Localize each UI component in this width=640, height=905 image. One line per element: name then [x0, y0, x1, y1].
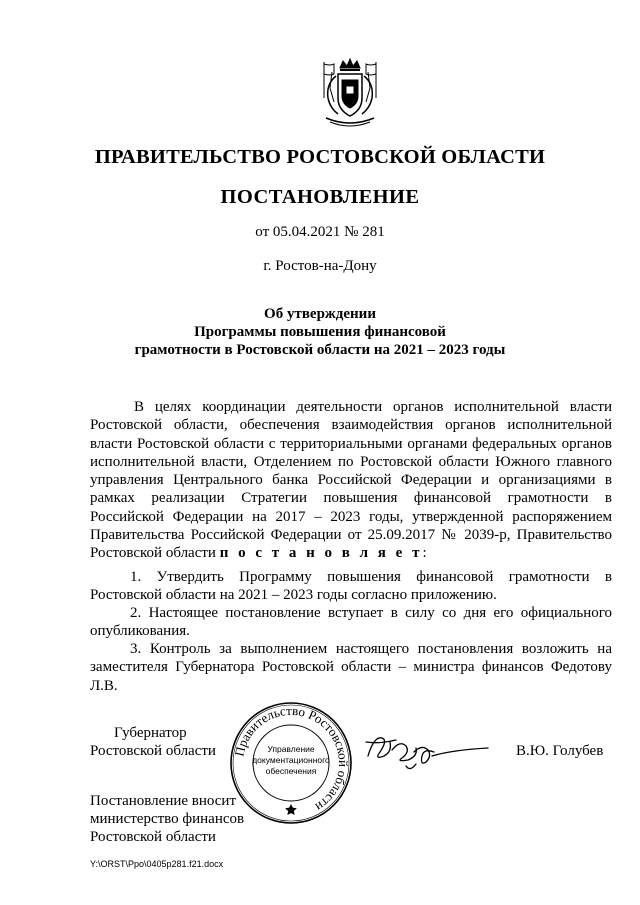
official-stamp — [228, 700, 354, 826]
subject-line-3: грамотности в Ростовской области на 2021 – 2023 годы — [134, 342, 506, 358]
preamble-end: : — [422, 545, 427, 562]
subject-line-2: Программы повышения финансовой — [194, 324, 446, 340]
list-item: 1. Утвердить Программу повышения финансовой грамотности в Ростовской области на 2021 – 2023 годы согласно приложению. — [90, 569, 612, 604]
file-path-footer: Y:\ORST\Ppo\0405p281.f21.docx — [90, 859, 224, 869]
stamp-inner-line-3: обеспечения — [265, 766, 317, 776]
preamble-paragraph — [90, 398, 612, 563]
handwritten-signature — [362, 726, 492, 776]
list-item: 3. Контроль за выполнением настоящего постановления возложить на заместителя Губернатора Ростовской области – министра финансов Федотову Л.В. — [90, 641, 612, 694]
org-title: ПРАВИТЕЛЬСТВО РОСТОВСКОЙ ОБЛАСТИ — [94, 146, 546, 168]
submitted-by-line-1: Постановление вносит — [90, 793, 237, 809]
subject-line-1: Об утверждении — [264, 306, 376, 322]
signatory-name: В.Ю. Голубев — [516, 743, 604, 759]
stamp-ring-text: Правительство Ростовской области — [231, 702, 352, 815]
preamble-keyword: п о с т а н о в л я е т — [219, 545, 423, 562]
list-item: 2. Настоящее постановление вступает в силу со дня его официального опубликования. — [90, 605, 612, 640]
city: г. Ростов-на-Дону — [263, 258, 377, 274]
signatory-position-line-1: Губернатор — [114, 725, 187, 741]
submitted-by-line-2: министерство финансов — [90, 811, 245, 827]
star-icon — [285, 804, 297, 815]
subject-block — [0, 305, 640, 359]
document-type: ПОСТАНОВЛЕНИЕ — [220, 186, 420, 208]
submitted-by-block — [90, 792, 244, 846]
preamble-text: В целях координации деятельности органов исполнительной власти Ростовской области, обеспечения взаимодействия органов исполнительной власти Ростовской области с территориальными органами федеральных органов исполнительной власти, Отделением по Ростовской области Южного главного управления Центрального банка Российской Федерации и организациями в рамках реализации Стратегии повышения финансовой грамотности в Российской Федерации на 2017 – 2023 годы, утвержденной распоряжением Правительства Российской Федерации от 25.09.2017 № 2039-р, Правительство Ростовской области — [90, 399, 612, 562]
stamp-inner-line-1: Управление — [267, 744, 315, 754]
stamp-inner-line-2: документационного — [252, 755, 330, 765]
signatory-position-line-2: Ростовской области — [90, 743, 216, 759]
date-number: от 05.04.2021 № 281 — [255, 224, 385, 240]
submitted-by-line-3: Ростовской области — [90, 829, 216, 845]
coat-of-arms-icon — [316, 58, 384, 132]
